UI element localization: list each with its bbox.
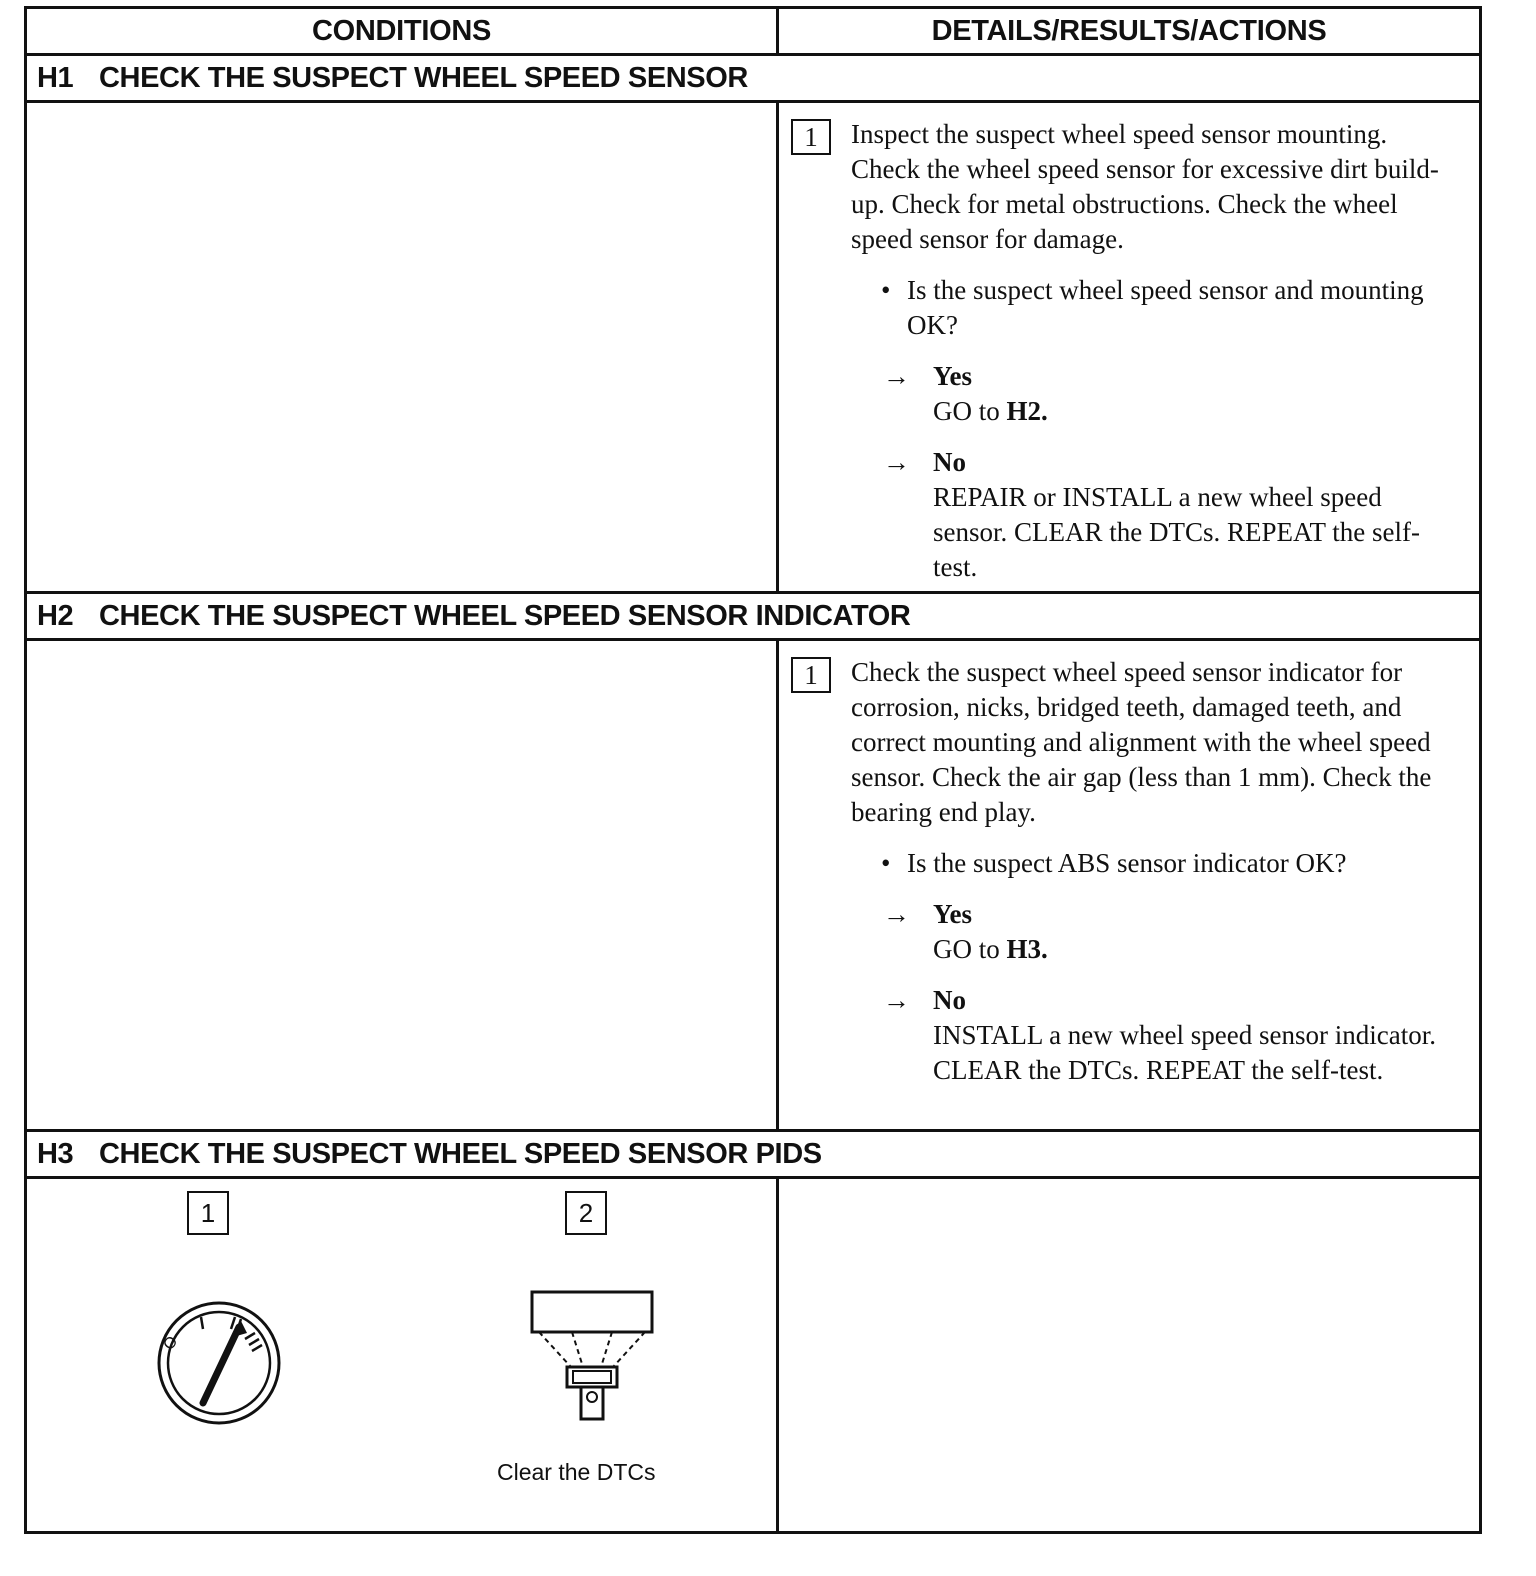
arrow-icon: → <box>883 361 910 391</box>
bullet: • <box>881 275 891 305</box>
step-id: H3 <box>37 1137 74 1170</box>
arrow-icon: → <box>883 899 910 929</box>
table-header-row <box>27 9 1479 56</box>
details-header: DETAILS/RESULTS/ACTIONS <box>931 14 1327 47</box>
action-cell <box>779 641 1479 1129</box>
yes-label: Yes <box>933 361 972 391</box>
illustration-number-box: 1 <box>187 1191 229 1235</box>
action-text: Inspect the suspect wheel speed sensor mounting. Check the wheel speed sensor for excessive dirt build-up. Check for metal obstructions. Check the wheel speed sensor for damage. <box>851 119 1439 254</box>
action-number-box: 1 <box>791 657 831 693</box>
no-label: No <box>933 447 966 477</box>
yes-text: GO to <box>933 934 1000 964</box>
arrow-icon: → <box>883 447 910 477</box>
step-title: CHECK THE SUSPECT WHEEL SPEED SENSOR INDICATOR <box>99 599 911 632</box>
conditions-header: CONDITIONS <box>27 9 779 53</box>
conditions-cell <box>27 1179 779 1531</box>
illustration-caption: Clear the DTCs <box>497 1459 656 1485</box>
question <box>881 273 1461 343</box>
yes-target: H3. <box>1006 934 1048 964</box>
svg-text:O: O <box>160 1333 182 1354</box>
step-h2-title-row <box>27 594 1479 641</box>
step-title: CHECK THE SUSPECT WHEEL SPEED SENSOR PIDS <box>99 1137 822 1170</box>
yes-branch <box>883 359 1461 429</box>
step-h2-body <box>27 641 1479 1132</box>
bullet: • <box>881 848 891 878</box>
conditions-cell <box>27 641 779 1129</box>
step-h3-title-row <box>27 1132 1479 1179</box>
yes-target: H2. <box>1006 396 1048 426</box>
yes-branch <box>883 897 1461 967</box>
question-text: Is the suspect wheel speed sensor and mounting OK? <box>907 275 1424 340</box>
no-branch <box>883 445 1461 585</box>
action-number-box: 1 <box>791 119 831 155</box>
question-text: Is the suspect ABS sensor indicator OK? <box>907 848 1347 878</box>
no-branch <box>883 983 1461 1088</box>
action-text: Check the suspect wheel speed sensor indicator for corrosion, nicks, bridged teeth, damaged teeth, and correct mounting and alignment with the wheel speed sensor. Check the air gap (less than 1 mm). Check the bearing end play. <box>851 657 1432 827</box>
ignition-switch-icon <box>155 1299 283 1427</box>
diagnostic-table <box>24 6 1482 1534</box>
yes-text: GO to <box>933 396 1000 426</box>
illustration-number-box: 2 <box>565 1191 607 1235</box>
arrow-icon: → <box>883 985 910 1015</box>
no-text: REPAIR or INSTALL a new wheel speed sensor. CLEAR the DTCs. REPEAT the self-test. <box>933 482 1420 582</box>
step-id: H1 <box>37 61 74 94</box>
action-cell <box>779 1179 1479 1531</box>
action-cell <box>779 103 1479 591</box>
step-title: CHECK THE SUSPECT WHEEL SPEED SENSOR <box>99 61 748 94</box>
step-h1-title-row <box>27 56 1479 103</box>
scan-tool-icon <box>527 1287 657 1427</box>
no-text: INSTALL a new wheel speed sensor indicator. CLEAR the DTCs. REPEAT the self-test. <box>933 1020 1436 1085</box>
conditions-cell <box>27 103 779 591</box>
step-h3-body <box>27 1179 1479 1531</box>
yes-label: Yes <box>933 899 972 929</box>
step-h1-body <box>27 103 1479 594</box>
step-id: H2 <box>37 599 74 632</box>
question <box>881 846 1461 881</box>
no-label: No <box>933 985 966 1015</box>
